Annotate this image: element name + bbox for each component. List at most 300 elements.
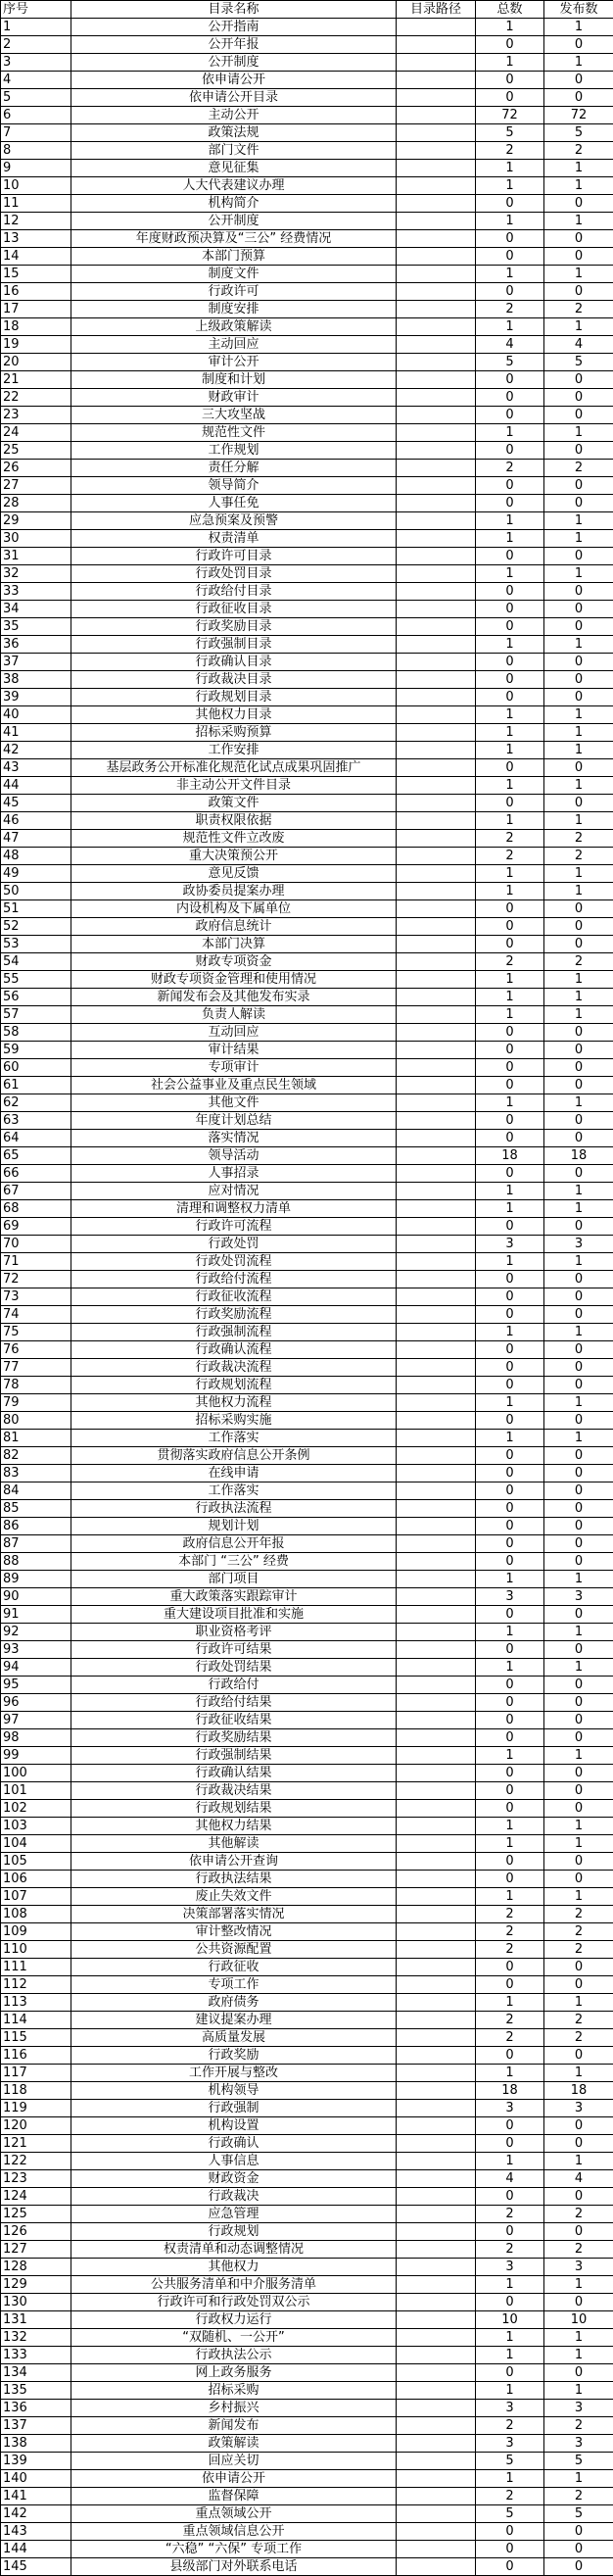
row-published: 1 — [544, 177, 613, 195]
row-published: 1 — [544, 565, 613, 583]
row-published: 0 — [544, 2523, 613, 2541]
row-total: 1 — [476, 1624, 544, 1641]
row-seq: 129 — [1, 2276, 71, 2294]
row-catalog-name: 行政规划目录 — [71, 689, 397, 706]
row-total: 0 — [476, 2294, 544, 2311]
row-seq: 22 — [1, 389, 71, 407]
table-row — [1, 1853, 613, 1871]
table-row — [1, 759, 613, 777]
row-seq: 5 — [1, 89, 71, 107]
row-published: 0 — [544, 1976, 613, 1994]
row-total: 10 — [476, 2311, 544, 2329]
row-catalog-name: 部门项目 — [71, 1571, 397, 1588]
row-catalog-path — [397, 1818, 476, 1835]
row-catalog-name: 审计公开 — [71, 354, 397, 371]
row-seq: 12 — [1, 213, 71, 230]
row-catalog-path — [397, 1729, 476, 1747]
row-seq: 20 — [1, 354, 71, 371]
row-published: 1 — [544, 706, 613, 724]
row-catalog-name: 专项工作 — [71, 1976, 397, 1994]
row-seq: 14 — [1, 248, 71, 266]
row-catalog-name: 年度财政预决算及“三公” 经费情况 — [71, 230, 397, 248]
row-total: 1 — [476, 1394, 544, 1412]
row-seq: 74 — [1, 1306, 71, 1324]
row-catalog-name: 行政征收 — [71, 1959, 397, 1976]
row-catalog-name: 人事信息 — [71, 2153, 397, 2170]
table-row — [1, 2523, 613, 2541]
row-catalog-path — [397, 248, 476, 266]
row-published: 2 — [544, 1906, 613, 1923]
row-published: 1 — [544, 54, 613, 72]
row-seq: 126 — [1, 2223, 71, 2241]
row-catalog-path — [397, 636, 476, 654]
row-catalog-path — [397, 1712, 476, 1729]
row-seq: 77 — [1, 1359, 71, 1377]
row-catalog-path — [397, 2223, 476, 2241]
row-catalog-name: 行政征收目录 — [71, 601, 397, 618]
table-row — [1, 1571, 613, 1588]
table-row — [1, 512, 613, 530]
row-catalog-name: 财政专项资金管理和使用情况 — [71, 971, 397, 989]
row-catalog-name: 行政执法结果 — [71, 1871, 397, 1888]
row-total: 1 — [476, 1747, 544, 1765]
row-catalog-name: 县级部门对外联系电话 — [71, 2558, 397, 2576]
row-catalog-path — [397, 2488, 476, 2505]
row-total: 1 — [476, 530, 544, 548]
table-row — [1, 1394, 613, 1412]
row-published: 3 — [544, 1236, 613, 1253]
table-row — [1, 2505, 613, 2523]
row-published: 1 — [544, 2276, 613, 2294]
table-row — [1, 1800, 613, 1818]
row-published: 0 — [544, 1782, 613, 1800]
table-row — [1, 477, 613, 495]
row-total: 0 — [476, 759, 544, 777]
row-catalog-path — [397, 2505, 476, 2523]
row-catalog-name: 决策部署落实情况 — [71, 1906, 397, 1923]
row-seq: 37 — [1, 654, 71, 671]
row-published: 0 — [544, 1871, 613, 1888]
row-catalog-name: 行政规划结果 — [71, 1800, 397, 1818]
table-row — [1, 2417, 613, 2435]
row-total: 1 — [476, 971, 544, 989]
row-seq: 30 — [1, 530, 71, 548]
row-seq: 38 — [1, 671, 71, 689]
row-catalog-path — [397, 160, 476, 177]
table-row — [1, 706, 613, 724]
table-row — [1, 689, 613, 706]
table-row — [1, 1747, 613, 1765]
table-row — [1, 1377, 613, 1394]
row-catalog-path — [397, 2241, 476, 2259]
row-published: 0 — [544, 1694, 613, 1712]
row-catalog-name: 其他权力目录 — [71, 706, 397, 724]
table-row — [1, 177, 613, 195]
row-total: 2 — [476, 1906, 544, 1923]
row-total: 1 — [476, 1571, 544, 1588]
row-catalog-path — [397, 2153, 476, 2170]
row-total: 1 — [476, 706, 544, 724]
table-row — [1, 1165, 613, 1183]
row-published: 2 — [544, 2206, 613, 2223]
table-row — [1, 2206, 613, 2223]
row-catalog-path — [397, 1482, 476, 1500]
row-seq: 4 — [1, 72, 71, 89]
table-row — [1, 936, 613, 953]
row-catalog-path — [397, 1430, 476, 1447]
row-seq: 61 — [1, 1077, 71, 1094]
table-row — [1, 1236, 613, 1253]
row-catalog-name: 内设机构及下属单位 — [71, 900, 397, 918]
table-row — [1, 389, 613, 407]
row-published: 0 — [544, 2294, 613, 2311]
row-catalog-name: 清理和调整权力清单 — [71, 1200, 397, 1218]
table-row — [1, 636, 613, 654]
row-seq: 83 — [1, 1465, 71, 1482]
row-published: 3 — [544, 1588, 613, 1606]
row-catalog-name: 重点领域公开 — [71, 2505, 397, 2523]
row-seq: 137 — [1, 2417, 71, 2435]
row-total: 0 — [476, 1288, 544, 1306]
row-catalog-path — [397, 2382, 476, 2400]
row-published: 0 — [544, 1800, 613, 1818]
row-catalog-name: 重点领域信息公开 — [71, 2523, 397, 2541]
row-catalog-name: 行政规划流程 — [71, 1377, 397, 1394]
table-row — [1, 2435, 613, 2453]
table-row — [1, 2276, 613, 2294]
row-catalog-name: 工作落实 — [71, 1482, 397, 1500]
table-row — [1, 442, 613, 460]
row-seq: 7 — [1, 124, 71, 142]
table-row — [1, 460, 613, 477]
row-seq: 26 — [1, 460, 71, 477]
table-row — [1, 1659, 613, 1677]
table-row — [1, 601, 613, 618]
row-total: 0 — [476, 900, 544, 918]
row-seq: 130 — [1, 2294, 71, 2311]
row-catalog-name: 行政奖励流程 — [71, 1306, 397, 1324]
row-catalog-path — [397, 318, 476, 336]
row-catalog-path — [397, 601, 476, 618]
row-seq: 60 — [1, 1059, 71, 1077]
row-published: 1 — [544, 266, 613, 283]
row-seq: 44 — [1, 777, 71, 795]
row-seq: 119 — [1, 2100, 71, 2117]
row-total: 0 — [476, 1165, 544, 1183]
row-seq: 134 — [1, 2364, 71, 2382]
row-catalog-path — [397, 883, 476, 900]
header-catalog-name: 目录名称 — [71, 1, 397, 19]
row-seq: 56 — [1, 989, 71, 1006]
row-seq: 3 — [1, 54, 71, 72]
row-catalog-name: 政府信息公开年报 — [71, 1535, 397, 1553]
row-catalog-name: 工作开展与整改 — [71, 2065, 397, 2082]
table-row — [1, 1200, 613, 1218]
row-total: 72 — [476, 107, 544, 124]
row-catalog-name: “双随机、一公开” — [71, 2329, 397, 2347]
row-catalog-name: 审计整改情况 — [71, 1923, 397, 1941]
row-published: 2 — [544, 301, 613, 318]
table-row — [1, 865, 613, 883]
row-seq: 136 — [1, 2400, 71, 2417]
table-row — [1, 72, 613, 89]
row-catalog-name: 招标采购 — [71, 2382, 397, 2400]
row-total: 1 — [476, 1430, 544, 1447]
header-row — [1, 1, 613, 19]
row-seq: 121 — [1, 2135, 71, 2153]
row-published: 1 — [544, 1659, 613, 1677]
row-published: 1 — [544, 2153, 613, 2170]
row-catalog-path — [397, 1923, 476, 1941]
row-catalog-name: 重大政策落实跟踪审计 — [71, 1588, 397, 1606]
row-seq: 75 — [1, 1324, 71, 1341]
row-seq: 52 — [1, 918, 71, 936]
table-row — [1, 424, 613, 442]
row-catalog-name: 非主动公开文件目录 — [71, 777, 397, 795]
row-seq: 53 — [1, 936, 71, 953]
row-seq: 85 — [1, 1500, 71, 1518]
row-catalog-name: 政策解读 — [71, 2435, 397, 2453]
row-catalog-path — [397, 2188, 476, 2206]
row-published: 1 — [544, 2329, 613, 2347]
row-total: 2 — [476, 1923, 544, 1941]
row-catalog-path — [397, 1024, 476, 1042]
row-catalog-path — [397, 1888, 476, 1906]
row-published: 0 — [544, 900, 613, 918]
table-row — [1, 671, 613, 689]
row-catalog-name: 行政给付 — [71, 1677, 397, 1694]
row-catalog-path — [397, 548, 476, 565]
row-catalog-name: 招标采购预算 — [71, 724, 397, 742]
row-catalog-name: 落实情况 — [71, 1130, 397, 1147]
table-row — [1, 2012, 613, 2029]
row-catalog-path — [397, 460, 476, 477]
row-total: 0 — [476, 548, 544, 565]
row-catalog-name: 本部门 “三公” 经费 — [71, 1553, 397, 1571]
row-catalog-path — [397, 2364, 476, 2382]
row-total: 5 — [476, 2505, 544, 2523]
row-published: 0 — [544, 2223, 613, 2241]
row-published: 0 — [544, 689, 613, 706]
row-published: 0 — [544, 477, 613, 495]
table-row — [1, 36, 613, 54]
row-catalog-name: 行政奖励 — [71, 2047, 397, 2065]
row-total: 0 — [476, 1677, 544, 1694]
row-catalog-name: 行政裁决结果 — [71, 1782, 397, 1800]
row-seq: 21 — [1, 371, 71, 389]
row-catalog-path — [397, 1800, 476, 1818]
table-row — [1, 2135, 613, 2153]
row-catalog-name: 其他权力结果 — [71, 1818, 397, 1835]
row-catalog-name: 行政征收流程 — [71, 1288, 397, 1306]
table-body — [1, 19, 613, 2576]
row-catalog-path — [397, 1006, 476, 1024]
row-seq: 58 — [1, 1024, 71, 1042]
row-catalog-name: 高质量发展 — [71, 2029, 397, 2047]
row-catalog-path — [397, 2100, 476, 2117]
row-catalog-path — [397, 2065, 476, 2082]
row-catalog-name: 规划计划 — [71, 1518, 397, 1535]
row-catalog-name: 本部门决算 — [71, 936, 397, 953]
row-catalog-name: 依申请公开 — [71, 72, 397, 89]
row-total: 1 — [476, 1183, 544, 1200]
row-total: 0 — [476, 1447, 544, 1465]
row-total: 1 — [476, 724, 544, 742]
row-catalog-path — [397, 2541, 476, 2558]
row-total: 1 — [476, 1994, 544, 2012]
row-catalog-path — [397, 1553, 476, 1571]
row-total: 2 — [476, 2488, 544, 2505]
row-catalog-name: 公开制度 — [71, 213, 397, 230]
row-seq: 19 — [1, 336, 71, 354]
row-catalog-path — [397, 19, 476, 36]
row-seq: 33 — [1, 583, 71, 601]
row-catalog-name: 主动回应 — [71, 336, 397, 354]
row-catalog-path — [397, 1994, 476, 2012]
row-total: 1 — [476, 865, 544, 883]
row-published: 1 — [544, 512, 613, 530]
row-catalog-path — [397, 1694, 476, 1712]
row-total: 1 — [476, 2329, 544, 2347]
row-seq: 100 — [1, 1765, 71, 1782]
row-published: 0 — [544, 759, 613, 777]
table-row — [1, 1359, 613, 1377]
row-published: 0 — [544, 1165, 613, 1183]
row-total: 1 — [476, 512, 544, 530]
row-catalog-name: 人大代表建议办理 — [71, 177, 397, 195]
row-seq: 96 — [1, 1694, 71, 1712]
row-seq: 46 — [1, 812, 71, 830]
row-catalog-path — [397, 1077, 476, 1094]
table-row — [1, 989, 613, 1006]
row-catalog-name: 意见征集 — [71, 160, 397, 177]
row-catalog-path — [397, 918, 476, 936]
row-published: 0 — [544, 371, 613, 389]
row-catalog-name: 部门文件 — [71, 142, 397, 160]
row-published: 18 — [544, 1147, 613, 1165]
row-total: 0 — [476, 1853, 544, 1871]
row-total: 18 — [476, 1147, 544, 1165]
row-catalog-name: 行政执法公示 — [71, 2347, 397, 2364]
row-total: 3 — [476, 1588, 544, 1606]
row-total: 0 — [476, 407, 544, 424]
row-published: 1 — [544, 160, 613, 177]
row-catalog-name: 行政许可 — [71, 283, 397, 301]
row-seq: 104 — [1, 1835, 71, 1853]
row-published: 5 — [544, 354, 613, 371]
row-seq: 88 — [1, 1553, 71, 1571]
row-seq: 138 — [1, 2435, 71, 2453]
row-catalog-name: 其他权力 — [71, 2259, 397, 2276]
row-seq: 32 — [1, 565, 71, 583]
row-total: 0 — [476, 671, 544, 689]
table-row — [1, 407, 613, 424]
row-catalog-path — [397, 1324, 476, 1341]
row-seq: 87 — [1, 1535, 71, 1553]
row-seq: 112 — [1, 1976, 71, 1994]
row-published: 3 — [544, 2400, 613, 2417]
row-published: 0 — [544, 654, 613, 671]
row-total: 5 — [476, 2453, 544, 2470]
row-catalog-name: 规范性文件 — [71, 424, 397, 442]
table-row — [1, 848, 613, 865]
row-catalog-name: 行政处罚流程 — [71, 1253, 397, 1271]
row-catalog-path — [397, 195, 476, 213]
row-total: 0 — [476, 1341, 544, 1359]
row-published: 0 — [544, 618, 613, 636]
row-published: 0 — [544, 89, 613, 107]
table-row — [1, 495, 613, 512]
row-catalog-path — [397, 671, 476, 689]
table-row — [1, 54, 613, 72]
row-catalog-name: 机构领导 — [71, 2082, 397, 2100]
table-row — [1, 2364, 613, 2382]
row-published: 1 — [544, 213, 613, 230]
row-published: 2 — [544, 1941, 613, 1959]
row-published: 1 — [544, 19, 613, 36]
row-seq: 17 — [1, 301, 71, 318]
row-catalog-path — [397, 2400, 476, 2417]
row-published: 2 — [544, 2417, 613, 2435]
row-catalog-name: “六稳” “六保” 专项工作 — [71, 2541, 397, 2558]
row-seq: 76 — [1, 1341, 71, 1359]
row-total: 0 — [476, 2558, 544, 2576]
row-catalog-name: 财政专项资金 — [71, 953, 397, 971]
row-seq: 120 — [1, 2117, 71, 2135]
row-seq: 143 — [1, 2523, 71, 2541]
table-row — [1, 283, 613, 301]
row-seq: 63 — [1, 1112, 71, 1130]
row-catalog-path — [397, 1782, 476, 1800]
row-catalog-name: 应急预案及预警 — [71, 512, 397, 530]
table-row — [1, 1042, 613, 1059]
row-published: 0 — [544, 1306, 613, 1324]
table-row — [1, 1412, 613, 1430]
row-catalog-name: 专项审计 — [71, 1059, 397, 1077]
row-seq: 115 — [1, 2029, 71, 2047]
row-catalog-path — [397, 301, 476, 318]
row-catalog-path — [397, 1906, 476, 1923]
row-published: 0 — [544, 1500, 613, 1518]
row-catalog-name: 工作安排 — [71, 742, 397, 759]
row-catalog-path — [397, 2417, 476, 2435]
row-catalog-name: 政策法规 — [71, 124, 397, 142]
row-total: 1 — [476, 318, 544, 336]
row-total: 0 — [476, 2364, 544, 2382]
row-seq: 25 — [1, 442, 71, 460]
row-catalog-path — [397, 1359, 476, 1377]
row-published: 4 — [544, 2170, 613, 2188]
row-seq: 99 — [1, 1747, 71, 1765]
row-total: 1 — [476, 213, 544, 230]
row-total: 0 — [476, 1976, 544, 1994]
row-catalog-name: 行政规划 — [71, 2223, 397, 2241]
row-catalog-path — [397, 371, 476, 389]
row-seq: 113 — [1, 1994, 71, 2012]
row-published: 1 — [544, 2382, 613, 2400]
row-seq: 111 — [1, 1959, 71, 1976]
row-published: 5 — [544, 124, 613, 142]
row-catalog-name: 贯彻落实政府信息公开条例 — [71, 1447, 397, 1465]
row-published: 1 — [544, 2470, 613, 2488]
row-total: 4 — [476, 2170, 544, 2188]
row-published: 5 — [544, 2453, 613, 2470]
row-total: 0 — [476, 1465, 544, 1482]
row-catalog-name: 行政确认结果 — [71, 1765, 397, 1782]
row-published: 1 — [544, 1747, 613, 1765]
row-seq: 118 — [1, 2082, 71, 2100]
row-catalog-path — [397, 1571, 476, 1588]
